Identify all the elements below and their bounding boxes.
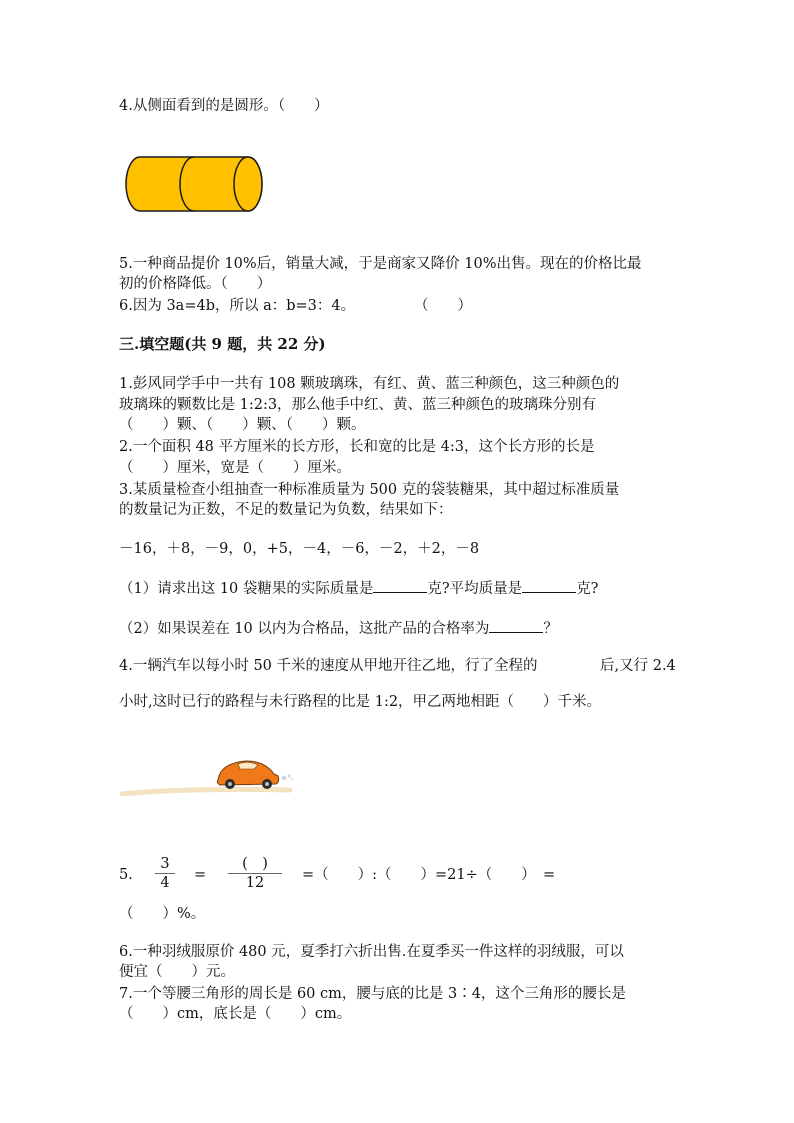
answer-blank[interactable] xyxy=(373,578,427,593)
fill-q7-line2: （ ）cm，底长是（ ）cm。 xyxy=(119,1006,352,1022)
fraction-blank-12 xyxy=(228,855,282,892)
fill-q2-line2: （ ）厘米，宽是（ ）厘米。 xyxy=(119,460,351,476)
fill-q3-line1: 3.某质量检查小组抽查一种标准质量为 500 克的袋装糖果，其中超过标准质量 xyxy=(119,482,620,498)
judge-q5-line1: 5.一种商品提价 10%后，销量大减，于是商家又降价 10%出售。现在的价格比最 xyxy=(119,256,642,272)
fill-q3-data: －16，＋8，－9，0，+5，－4，－6，－2，＋2，－8 xyxy=(119,541,480,557)
fill-q3-sub2 xyxy=(119,618,558,639)
fill-q5-line2: （ ）%。 xyxy=(119,906,206,922)
answer-blank[interactable] xyxy=(522,578,576,593)
fill-q5-rest: =（ ）:（ ）=21÷（ ） = xyxy=(302,867,556,883)
fraction-denominator: 12 xyxy=(245,875,265,891)
answer-blank[interactable] xyxy=(489,618,543,633)
fill-q3-sub2-text-a: （2）如果误差在 10 以内为合格品，这批产品的合格率为 xyxy=(119,621,490,637)
fill-q3-sub1-text-b: 克?平均质量是 xyxy=(427,581,523,597)
section-title: 三.填空题(共 9 题，共 22 分) xyxy=(119,335,326,353)
fill-q7-line1: 7.一个等腰三角形的周长是 60 cm，腰与底的比是 3∶4，这个三角形的腰长是 xyxy=(119,986,626,1002)
fill-q6-line2: 便宜（ ）元。 xyxy=(119,964,235,980)
fill-q3-sub1 xyxy=(119,578,598,599)
fill-q4-line2: 小时,这时已行的路程与未行路程的比是 1:2，甲乙两地相距（ ）千米。 xyxy=(119,694,602,710)
fraction-numerator: ( ) xyxy=(242,856,268,872)
fill-q1-line1: 1.彭风同学手中一共有 108 颗玻璃珠，有红、黄、蓝三种颜色，这三种颜色的 xyxy=(119,376,620,392)
fraction-3-4 xyxy=(155,855,175,892)
fill-q4-line1-b: 后,又行 2.4 xyxy=(600,658,676,674)
fill-q3-sub1-text-a: （1）请求出这 10 袋糖果的实际质量是 xyxy=(119,581,374,597)
car-illustration xyxy=(120,754,300,804)
fill-q5-label: 5. xyxy=(119,867,133,883)
fill-q3-sub1-text-c: 克? xyxy=(576,581,599,597)
judge-q6-paren: （ ） xyxy=(414,298,472,314)
judge-q6: 6.因为 3a=4b，所以 a：b=3：4。 xyxy=(119,298,356,314)
fraction-numerator: 3 xyxy=(160,856,170,872)
fill-q1-line3: （ ）颗、（ ）颗、（ ）颗。 xyxy=(119,417,366,433)
judge-q4: 4.从侧面看到的是圆形。（ ） xyxy=(119,98,329,114)
fill-q6-line1: 6.一种羽绒服原价 480 元，夏季打六折出售.在夏季买一件这样的羽绒服，可以 xyxy=(119,944,624,960)
fill-q4-line1: 4.一辆汽车以每小时 50 千米的速度从甲地开往乙地，行了全程的 xyxy=(119,658,538,674)
fill-q5-equal: = xyxy=(194,867,207,883)
fill-q3-line2: 的数量记为正数，不足的数量记为负数，结果如下： xyxy=(119,502,453,518)
fill-q2-line1: 2.一个面积 48 平方厘米的长方形，长和宽的比是 4:3，这个长方形的长是 xyxy=(119,439,595,455)
judge-q5-line2: 初的价格降低。（ ） xyxy=(119,276,272,292)
fill-q1-line2: 玻璃珠的颗数比是 1:2:3，那么他手中红、黄、蓝三种颜色的玻璃珠分别有 xyxy=(119,397,597,413)
fraction-denominator: 4 xyxy=(160,875,170,891)
cylinder-figure xyxy=(120,154,270,214)
fill-q3-sub2-text-b: ？ xyxy=(543,621,558,637)
